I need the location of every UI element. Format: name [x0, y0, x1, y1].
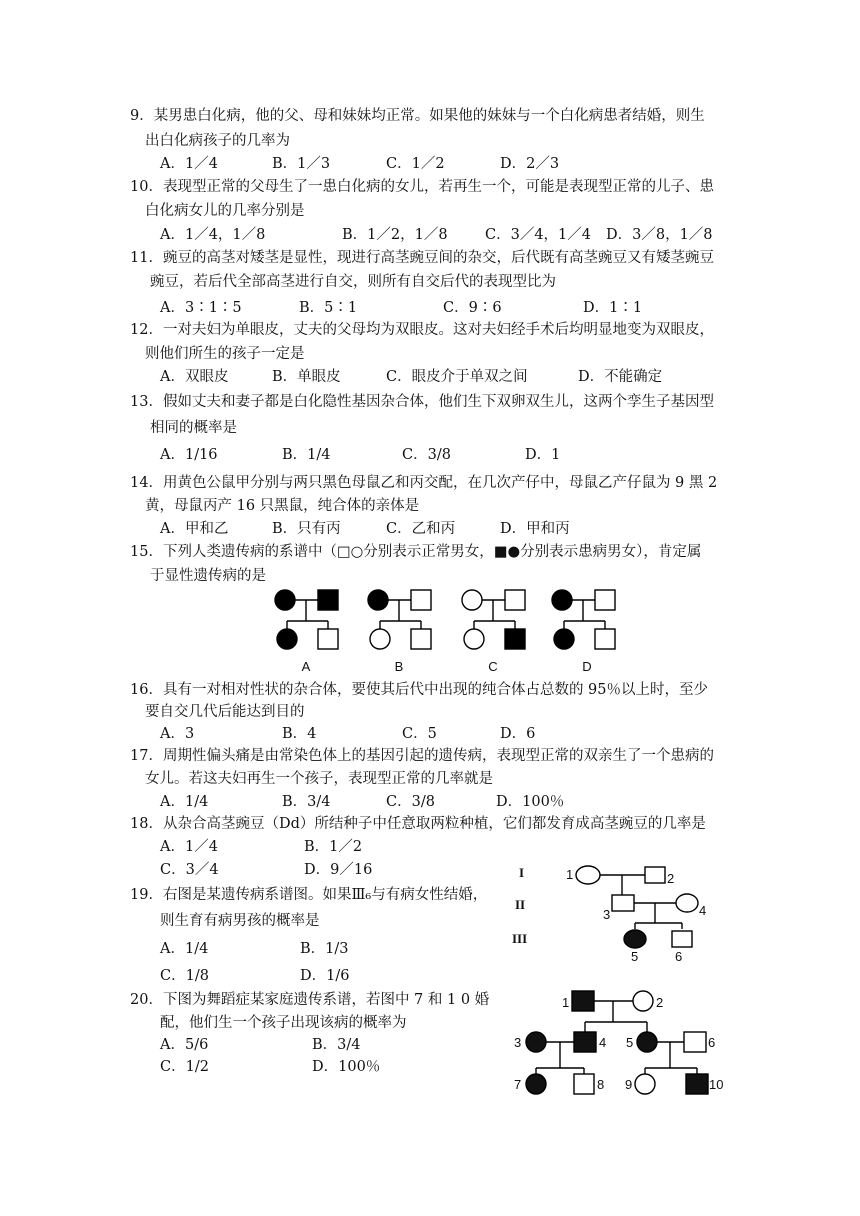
male-affected-icon — [574, 1032, 596, 1052]
individual-label-7: 7 — [514, 1077, 522, 1092]
q12-option-d: D．不能确定 — [578, 369, 663, 385]
q16-line-1: 16．具有一对相对性状的杂合体，要使其后代中出现的纯合体占总数的 95％以上时，至少 — [130, 682, 709, 698]
pedigree-19-figure — [505, 855, 725, 965]
male-normal-icon — [645, 867, 665, 883]
male-normal-icon — [411, 590, 431, 610]
male-affected-icon — [318, 590, 338, 610]
q14-option-d: D．甲和丙 — [500, 521, 570, 537]
q14-line-2: 黄，母鼠丙产 16 只黑鼠，纯合体的亲体是 — [145, 498, 420, 514]
female-normal-icon — [370, 629, 390, 649]
q19-option-b: B．1/3 — [300, 941, 349, 957]
q18-option-b: B．1／2 — [304, 839, 363, 855]
q14-option-c: C．乙和丙 — [386, 521, 456, 537]
individual-label-6: 6 — [708, 1035, 716, 1050]
female-affected-icon — [526, 1032, 546, 1052]
individual-label-1: 1 — [562, 995, 570, 1010]
q12-option-b: B．单眼皮 — [272, 369, 341, 385]
q9-line-1: 9．某男患白化病，他的父、母和妹妹均正常。如果他的妹妹与一个白化病患者结婚，则生 — [130, 108, 705, 124]
pedigree-label-a: A — [301, 659, 311, 674]
pedigree-15-figure — [0, 585, 860, 675]
q19-option-a: A．1/4 — [160, 941, 209, 957]
pedigree-label-b: B — [394, 659, 404, 674]
male-normal-icon — [411, 629, 431, 649]
q11-option-d: D．1∶1 — [583, 300, 643, 316]
generation-label-iii: III — [512, 931, 528, 946]
female-normal-icon — [462, 590, 482, 610]
q10-option-b: B．1／2，1／8 — [342, 227, 448, 243]
pedigree-label-c: C — [488, 659, 498, 674]
individual-label-5: 5 — [626, 1035, 634, 1050]
q14-option-a: A．甲和乙 — [160, 521, 229, 537]
q9-line-2: 出白化病孩子的几率为 — [145, 133, 290, 149]
individual-label-9: 9 — [625, 1077, 633, 1092]
q10-option-a: A．1／4，1／8 — [160, 227, 266, 243]
individual-label-2: 2 — [656, 995, 664, 1010]
q17-option-d: D．100％ — [496, 794, 565, 810]
q11-line-2: 豌豆，若后代全部高茎进行自交，则所有自交后代的表现型比为 — [150, 274, 556, 290]
q14-option-b: B．只有丙 — [272, 521, 341, 537]
q16-option-b: B．4 — [282, 726, 317, 742]
q9-option-b: B．1／3 — [272, 156, 331, 172]
pedigree-d — [552, 590, 615, 649]
q10-line-1: 10．表现型正常的父母生了一患白化病的女儿，若再生一个，可能是表现型正常的儿子、患 — [130, 179, 714, 195]
generation-label-i: I — [519, 865, 525, 880]
q14-line-1: 14．用黄色公鼠甲分别与两只黑色母鼠乙和丙交配，在几次产仔中，母鼠乙产仔鼠为 9 黑 2 — [130, 475, 718, 491]
q20-line-2: 配，他们生一个孩子出现该病的概率为 — [160, 1015, 407, 1031]
individual-label-6: 6 — [675, 949, 683, 964]
q20-option-c: C．1/2 — [160, 1059, 209, 1075]
individual-label-2: 2 — [667, 871, 675, 886]
male-affected-icon — [505, 629, 525, 649]
female-affected-icon — [552, 590, 572, 610]
q17-line-1: 17．周期性偏头痛是由常染色体上的基因引起的遗传病，表现型正常的双亲生了一个患病的 — [130, 748, 714, 764]
q9-option-c: C．1／2 — [386, 156, 445, 172]
q16-option-c: C．5 — [402, 726, 437, 742]
q17-option-b: B．3/4 — [282, 794, 331, 810]
female-normal-icon — [633, 991, 653, 1011]
female-normal-icon — [676, 894, 698, 912]
q13-option-b: B．1/4 — [282, 447, 331, 463]
female-affected-icon — [277, 629, 297, 649]
q19-option-c: C．1/8 — [160, 968, 209, 984]
individual-label-5: 5 — [631, 949, 639, 964]
q12-option-c: C．眼皮介于单双之间 — [386, 369, 528, 385]
q12-option-a: A．双眼皮 — [160, 369, 229, 385]
q10-line-2: 白化病女儿的几率分别是 — [145, 203, 305, 219]
individual-label-1: 1 — [566, 867, 574, 882]
q11-option-b: B．5∶1 — [299, 300, 358, 316]
male-normal-icon — [574, 1074, 594, 1094]
q20-option-b: B．3/4 — [312, 1037, 361, 1053]
q11-line-1: 11．豌豆的高茎对矮茎是显性，现进行高茎豌豆间的杂交，后代既有高茎豌豆又有矮茎豌豆 — [130, 250, 714, 266]
male-normal-icon — [612, 895, 634, 911]
q9-option-a: A．1／4 — [160, 156, 218, 172]
q10-option-d: D．3／8，1／8 — [606, 227, 713, 243]
female-affected-icon — [637, 1032, 657, 1052]
q18-option-d: D．9／16 — [304, 862, 373, 878]
individual-label-3: 3 — [603, 907, 611, 922]
male-affected-icon — [686, 1074, 708, 1094]
q13-line-2: 相同的概率是 — [150, 420, 237, 436]
female-normal-icon — [464, 629, 484, 649]
q15-line-2: 于显性遗传病的是 — [150, 568, 266, 584]
male-normal-icon — [505, 590, 525, 610]
q17-line-2: 女儿。若这夫妇再生一个孩子，表现型正常的几率就是 — [145, 771, 493, 787]
q12-line-2: 则他们所生的孩子一定是 — [145, 346, 305, 362]
pedigree-c — [462, 590, 525, 649]
q10-option-c: C．3／4，1／4 — [485, 227, 591, 243]
pedigree-20-figure — [505, 988, 735, 1103]
pedigree-a — [275, 590, 338, 649]
male-normal-icon — [595, 590, 615, 610]
female-affected-icon — [624, 930, 646, 948]
individual-label-4: 4 — [599, 1035, 607, 1050]
q17-option-c: C．3/8 — [386, 794, 435, 810]
male-affected-icon — [572, 991, 594, 1011]
male-normal-icon — [595, 629, 615, 649]
q17-option-a: A．1/4 — [160, 794, 209, 810]
female-affected-icon — [275, 590, 295, 610]
q20-option-d: D．100％ — [312, 1059, 381, 1075]
male-normal-icon — [684, 1032, 706, 1052]
q18-option-c: C．3／4 — [160, 862, 219, 878]
female-affected-icon — [526, 1074, 546, 1094]
q9-option-d: D．2／3 — [500, 156, 560, 172]
female-normal-icon — [576, 866, 600, 884]
q15-line-1: 15．下列人类遗传病的系谱中（□○分别表示正常男女，■●分别表示患病男女），肯定属 — [130, 544, 702, 560]
q11-option-a: A．3∶1∶5 — [160, 300, 242, 316]
q18-option-a: A．1／4 — [160, 839, 218, 855]
q13-line-1: 13．假如丈夫和妻子都是白化隐性基因杂合体，他们生下双卵双生儿，这两个孪生子基因型 — [130, 394, 714, 410]
q16-line-2: 要自交几代后能达到目的 — [145, 704, 305, 720]
q19-option-d: D．1/6 — [300, 968, 350, 984]
female-normal-icon — [635, 1074, 655, 1094]
q16-option-d: D．6 — [500, 726, 536, 742]
individual-label-8: 8 — [597, 1077, 605, 1092]
q12-line-1: 12．一对夫妇为单眼皮，丈夫的父母均为双眼皮。这对夫妇经手术后均明显地变为双眼皮， — [130, 322, 714, 338]
individual-label-10: 10 — [709, 1077, 724, 1092]
generation-label-ii: II — [515, 897, 526, 912]
q16-option-a: A．3 — [160, 726, 195, 742]
pedigree-b — [368, 590, 431, 649]
q19-line-2: 则生育有病男孩的概率是 — [160, 913, 320, 929]
pedigree-label-d: D — [582, 659, 592, 674]
q13-option-d: D．1 — [525, 447, 561, 463]
q11-option-c: C．9∶6 — [443, 300, 502, 316]
individual-label-3: 3 — [514, 1035, 522, 1050]
q20-line-1: 20．下图为舞蹈症某家庭遗传系谱，若图中 7 和 1 0 婚 — [130, 992, 490, 1008]
q18-line-1: 18．从杂合高茎豌豆（Dd）所结种子中任意取两粒种植，它们都发育成高茎豌豆的几率是 — [130, 816, 706, 832]
q20-option-a: A．5/6 — [160, 1037, 209, 1053]
male-normal-icon — [672, 931, 692, 947]
q19-line-1: 19．右图是某遗传病系谱图。如果Ⅲ₆与有病女性结婚， — [130, 887, 488, 903]
male-normal-icon — [318, 629, 338, 649]
individual-label-4: 4 — [699, 903, 707, 918]
q13-option-c: C．3/8 — [402, 447, 451, 463]
q13-option-a: A．1/16 — [160, 447, 218, 463]
female-affected-icon — [368, 590, 388, 610]
female-affected-icon — [554, 629, 574, 649]
